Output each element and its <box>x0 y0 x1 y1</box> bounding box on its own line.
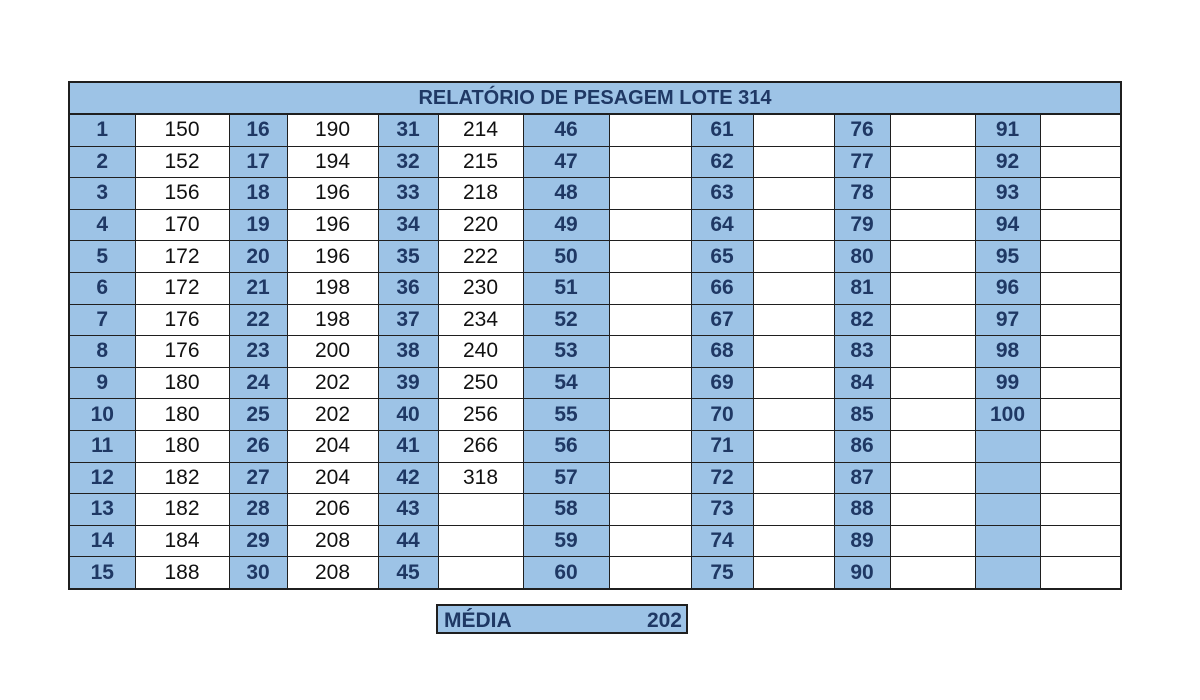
weight-cell: 196 <box>287 209 378 241</box>
weight-cell <box>609 336 691 368</box>
item-number-cell: 81 <box>834 272 890 304</box>
table-row <box>69 430 1121 462</box>
weight-cell <box>890 399 975 431</box>
item-number-cell: 85 <box>834 399 890 431</box>
item-number-cell: 96 <box>975 272 1040 304</box>
weight-cell: 196 <box>287 178 378 210</box>
weight-cell: 190 <box>287 114 378 146</box>
weight-cell <box>609 367 691 399</box>
item-number-cell: 60 <box>523 557 609 589</box>
item-number-cell: 86 <box>834 430 890 462</box>
weight-cell: 182 <box>135 462 229 494</box>
item-number-cell <box>975 525 1040 557</box>
item-number-cell: 59 <box>523 525 609 557</box>
weight-cell <box>890 336 975 368</box>
item-number-cell: 7 <box>69 304 135 336</box>
weight-cell <box>609 146 691 178</box>
weight-cell <box>1040 241 1121 273</box>
weight-cell <box>1040 462 1121 494</box>
item-number-cell: 55 <box>523 399 609 431</box>
weight-cell <box>1040 557 1121 589</box>
item-number-cell: 35 <box>378 241 438 273</box>
weight-cell: 208 <box>287 557 378 589</box>
item-number-cell: 95 <box>975 241 1040 273</box>
item-number-cell <box>975 557 1040 589</box>
item-number-cell: 89 <box>834 525 890 557</box>
weight-cell: 204 <box>287 462 378 494</box>
weight-cell: 206 <box>287 494 378 526</box>
item-number-cell: 54 <box>523 367 609 399</box>
item-number-cell: 28 <box>229 494 287 526</box>
table-row <box>69 494 1121 526</box>
weight-cell <box>609 272 691 304</box>
table-row <box>69 272 1121 304</box>
item-number-cell: 12 <box>69 462 135 494</box>
item-number-cell: 27 <box>229 462 287 494</box>
item-number-cell: 73 <box>691 494 753 526</box>
item-number-cell: 68 <box>691 336 753 368</box>
weight-cell <box>609 494 691 526</box>
item-number-cell: 87 <box>834 462 890 494</box>
weight-cell: 180 <box>135 367 229 399</box>
item-number-cell: 24 <box>229 367 287 399</box>
weight-cell <box>1040 399 1121 431</box>
weight-cell: 202 <box>287 399 378 431</box>
table-row <box>69 304 1121 336</box>
item-number-cell: 47 <box>523 146 609 178</box>
item-number-cell: 69 <box>691 367 753 399</box>
item-number-cell <box>975 462 1040 494</box>
item-number-cell: 17 <box>229 146 287 178</box>
weight-cell: 214 <box>438 114 523 146</box>
table-row <box>69 367 1121 399</box>
item-number-cell: 45 <box>378 557 438 589</box>
item-number-cell: 5 <box>69 241 135 273</box>
weight-cell <box>890 209 975 241</box>
table-row <box>69 114 1121 146</box>
item-number-cell: 80 <box>834 241 890 273</box>
weight-cell <box>1040 272 1121 304</box>
item-number-cell: 53 <box>523 336 609 368</box>
item-number-cell: 66 <box>691 272 753 304</box>
weight-cell <box>753 241 834 273</box>
item-number-cell: 30 <box>229 557 287 589</box>
weight-cell: 172 <box>135 241 229 273</box>
weight-cell <box>438 525 523 557</box>
item-number-cell: 14 <box>69 525 135 557</box>
item-number-cell: 11 <box>69 430 135 462</box>
weight-cell <box>609 399 691 431</box>
item-number-cell: 21 <box>229 272 287 304</box>
item-number-cell: 52 <box>523 304 609 336</box>
weight-cell <box>753 462 834 494</box>
weight-cell <box>438 494 523 526</box>
item-number-cell: 90 <box>834 557 890 589</box>
weight-cell <box>890 494 975 526</box>
item-number-cell: 49 <box>523 209 609 241</box>
weight-cell <box>753 557 834 589</box>
average-box <box>436 604 688 634</box>
item-number-cell: 10 <box>69 399 135 431</box>
weight-cell <box>753 304 834 336</box>
weight-cell: 176 <box>135 336 229 368</box>
item-number-cell: 63 <box>691 178 753 210</box>
item-number-cell: 72 <box>691 462 753 494</box>
weight-cell <box>890 178 975 210</box>
weight-cell <box>609 525 691 557</box>
weight-cell <box>609 304 691 336</box>
item-number-cell: 33 <box>378 178 438 210</box>
item-number-cell: 84 <box>834 367 890 399</box>
weight-cell: 256 <box>438 399 523 431</box>
item-number-cell: 9 <box>69 367 135 399</box>
item-number-cell: 97 <box>975 304 1040 336</box>
weight-cell <box>890 367 975 399</box>
weight-cell: 172 <box>135 272 229 304</box>
weight-cell <box>753 525 834 557</box>
item-number-cell: 22 <box>229 304 287 336</box>
weight-cell <box>1040 304 1121 336</box>
weight-cell <box>753 336 834 368</box>
weight-cell: 234 <box>438 304 523 336</box>
item-number-cell: 44 <box>378 525 438 557</box>
weight-cell <box>753 146 834 178</box>
weight-cell: 220 <box>438 209 523 241</box>
table-row <box>69 399 1121 431</box>
weight-cell <box>609 430 691 462</box>
table-row <box>69 462 1121 494</box>
item-number-cell: 8 <box>69 336 135 368</box>
weight-cell: 222 <box>438 241 523 273</box>
weight-cell: 188 <box>135 557 229 589</box>
weight-cell <box>890 430 975 462</box>
table-row <box>69 241 1121 273</box>
weight-cell <box>438 557 523 589</box>
item-number-cell: 20 <box>229 241 287 273</box>
table-row <box>69 525 1121 557</box>
item-number-cell: 13 <box>69 494 135 526</box>
weight-cell <box>1040 367 1121 399</box>
weight-cell: 266 <box>438 430 523 462</box>
weight-cell <box>1040 525 1121 557</box>
item-number-cell: 91 <box>975 114 1040 146</box>
weight-cell <box>1040 146 1121 178</box>
table-row <box>69 557 1121 589</box>
item-number-cell: 100 <box>975 399 1040 431</box>
weight-cell <box>609 557 691 589</box>
report-title: RELATÓRIO DE PESAGEM LOTE 314 <box>69 82 1121 114</box>
item-number-cell: 71 <box>691 430 753 462</box>
table-row <box>69 178 1121 210</box>
weight-cell: 156 <box>135 178 229 210</box>
average-value: 202 <box>646 609 682 632</box>
item-number-cell: 56 <box>523 430 609 462</box>
item-number-cell: 67 <box>691 304 753 336</box>
item-number-cell: 76 <box>834 114 890 146</box>
item-number-cell: 61 <box>691 114 753 146</box>
item-number-cell: 15 <box>69 557 135 589</box>
item-number-cell: 31 <box>378 114 438 146</box>
weight-cell: 200 <box>287 336 378 368</box>
weight-cell: 196 <box>287 241 378 273</box>
weight-cell <box>753 399 834 431</box>
item-number-cell: 58 <box>523 494 609 526</box>
weight-cell: 152 <box>135 146 229 178</box>
item-number-cell: 78 <box>834 178 890 210</box>
item-number-cell: 70 <box>691 399 753 431</box>
item-number-cell: 94 <box>975 209 1040 241</box>
weight-cell: 218 <box>438 178 523 210</box>
weight-cell <box>1040 178 1121 210</box>
weight-cell <box>1040 114 1121 146</box>
weight-cell <box>1040 494 1121 526</box>
weight-cell <box>609 462 691 494</box>
item-number-cell: 1 <box>69 114 135 146</box>
table-row <box>69 209 1121 241</box>
weight-cell <box>890 146 975 178</box>
weight-cell <box>609 241 691 273</box>
item-number-cell: 50 <box>523 241 609 273</box>
weight-cell <box>1040 209 1121 241</box>
weighing-report-table <box>68 81 1122 590</box>
weight-cell <box>890 241 975 273</box>
item-number-cell: 99 <box>975 367 1040 399</box>
weight-cell: 150 <box>135 114 229 146</box>
weight-cell: 240 <box>438 336 523 368</box>
weight-cell: 180 <box>135 430 229 462</box>
item-number-cell: 34 <box>378 209 438 241</box>
item-number-cell: 41 <box>378 430 438 462</box>
weight-cell <box>753 367 834 399</box>
item-number-cell: 39 <box>378 367 438 399</box>
weight-cell: 170 <box>135 209 229 241</box>
weight-cell: 202 <box>287 367 378 399</box>
item-number-cell: 88 <box>834 494 890 526</box>
item-number-cell: 42 <box>378 462 438 494</box>
weight-cell: 182 <box>135 494 229 526</box>
weight-cell <box>753 272 834 304</box>
weight-cell: 184 <box>135 525 229 557</box>
weight-cell <box>753 114 834 146</box>
item-number-cell: 36 <box>378 272 438 304</box>
item-number-cell: 29 <box>229 525 287 557</box>
weight-cell <box>890 525 975 557</box>
average-label: MÉDIA <box>444 609 512 632</box>
item-number-cell: 79 <box>834 209 890 241</box>
item-number-cell: 51 <box>523 272 609 304</box>
item-number-cell <box>975 430 1040 462</box>
weight-cell: 198 <box>287 304 378 336</box>
weight-cell <box>890 304 975 336</box>
weight-cell: 318 <box>438 462 523 494</box>
item-number-cell: 18 <box>229 178 287 210</box>
weight-cell: 230 <box>438 272 523 304</box>
weight-cell <box>753 494 834 526</box>
item-number-cell: 75 <box>691 557 753 589</box>
item-number-cell: 82 <box>834 304 890 336</box>
table-row <box>69 336 1121 368</box>
item-number-cell: 98 <box>975 336 1040 368</box>
weight-cell <box>1040 430 1121 462</box>
item-number-cell: 32 <box>378 146 438 178</box>
item-number-cell: 3 <box>69 178 135 210</box>
item-number-cell: 19 <box>229 209 287 241</box>
weight-cell <box>753 209 834 241</box>
weight-cell <box>753 178 834 210</box>
weight-cell: 250 <box>438 367 523 399</box>
item-number-cell: 74 <box>691 525 753 557</box>
item-number-cell: 46 <box>523 114 609 146</box>
weight-cell <box>609 114 691 146</box>
item-number-cell: 48 <box>523 178 609 210</box>
item-number-cell: 43 <box>378 494 438 526</box>
item-number-cell: 83 <box>834 336 890 368</box>
weight-cell <box>609 178 691 210</box>
weight-cell: 204 <box>287 430 378 462</box>
item-number-cell: 2 <box>69 146 135 178</box>
weight-cell <box>753 430 834 462</box>
title-row <box>69 82 1121 114</box>
weight-cell: 180 <box>135 399 229 431</box>
table-row <box>69 146 1121 178</box>
weight-cell <box>1040 336 1121 368</box>
item-number-cell <box>975 494 1040 526</box>
item-number-cell: 6 <box>69 272 135 304</box>
weight-cell <box>609 209 691 241</box>
weight-cell: 198 <box>287 272 378 304</box>
item-number-cell: 64 <box>691 209 753 241</box>
weight-cell: 215 <box>438 146 523 178</box>
item-number-cell: 92 <box>975 146 1040 178</box>
weight-cell: 176 <box>135 304 229 336</box>
weight-cell <box>890 557 975 589</box>
weight-cell <box>890 114 975 146</box>
item-number-cell: 37 <box>378 304 438 336</box>
item-number-cell: 16 <box>229 114 287 146</box>
item-number-cell: 62 <box>691 146 753 178</box>
item-number-cell: 25 <box>229 399 287 431</box>
weight-cell <box>890 272 975 304</box>
item-number-cell: 38 <box>378 336 438 368</box>
item-number-cell: 77 <box>834 146 890 178</box>
item-number-cell: 65 <box>691 241 753 273</box>
item-number-cell: 93 <box>975 178 1040 210</box>
item-number-cell: 57 <box>523 462 609 494</box>
item-number-cell: 23 <box>229 336 287 368</box>
weight-cell: 208 <box>287 525 378 557</box>
weight-cell: 194 <box>287 146 378 178</box>
weight-cell <box>890 462 975 494</box>
item-number-cell: 4 <box>69 209 135 241</box>
item-number-cell: 40 <box>378 399 438 431</box>
item-number-cell: 26 <box>229 430 287 462</box>
